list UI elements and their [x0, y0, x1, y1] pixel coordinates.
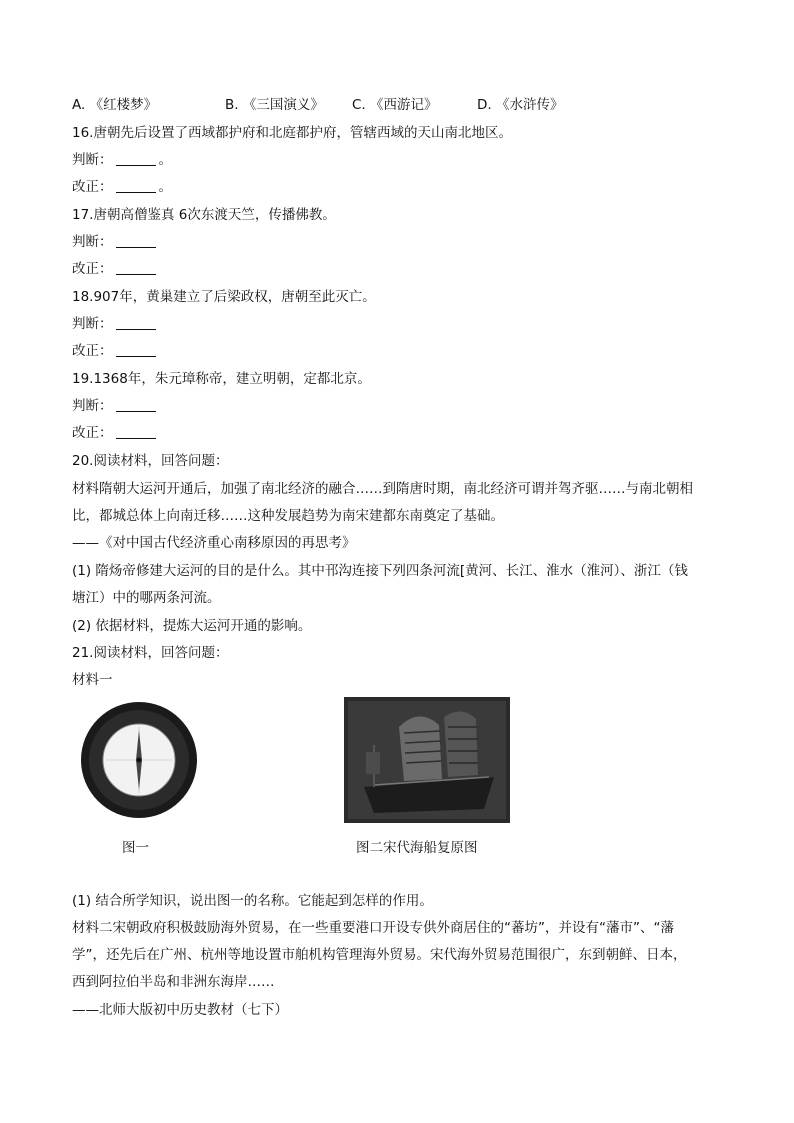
- q16-judge-line: [72, 151, 172, 169]
- q16-correct-line: [72, 178, 172, 196]
- q20-source: ——《对中国古代经济重心南移原因的再思考》: [72, 535, 356, 551]
- correct-label: 改正：: [72, 179, 113, 195]
- q17-judge-line: [72, 233, 159, 251]
- judge-blank[interactable]: [116, 399, 156, 412]
- judge-label: 判断：: [72, 234, 113, 250]
- q16-stem: 16.唐朝先后设置了西域都护府和北庭都护府，管辖西域的天山南北地区。: [72, 125, 512, 141]
- correct-blank[interactable]: [116, 426, 156, 439]
- q19-stem: 19.1368年，朱元璋称帝，建立明朝，定都北京。: [72, 371, 371, 387]
- correct-blank[interactable]: [116, 344, 156, 357]
- option-d: D. 《水浒传》: [477, 97, 564, 113]
- judge-label: 判断：: [72, 316, 113, 332]
- judge-label: 判断：: [72, 152, 113, 168]
- q21-material2-line2: 学”，还先后在广州、杭州等地设置市舶机构管理海外贸易。宋代海外贸易范围很广，东到朝鲜、日本，: [72, 947, 687, 963]
- fig1-caption: 图一: [122, 840, 149, 856]
- q19-correct-line: [72, 424, 159, 442]
- q21-source: ——北师大版初中历史教材（七下）: [72, 1002, 288, 1018]
- q20-sub1-line1: (1) 隋炀帝修建大运河的目的是什么。其中邗沟连接下列四条河流[黄河、长江、淮水（淮河）、浙江（钱: [72, 563, 688, 579]
- q17-correct-line: [72, 260, 159, 278]
- compass-figure: [74, 700, 204, 820]
- song-ship-figure: [344, 697, 510, 823]
- q20-material-line1: 材料隋朝大运河开通后，加强了南北经济的融合……到隋唐时期，南北经济可谓并驾齐驱……与南北朝相: [72, 481, 693, 497]
- q21-sub1: (1) 结合所学知识，说出图一的名称。它能起到怎样的作用。: [72, 893, 433, 909]
- option-c: C. 《西游记》: [352, 97, 438, 113]
- judge-blank[interactable]: [116, 153, 156, 166]
- q15-options: [72, 96, 672, 114]
- correct-label: 改正：: [72, 261, 113, 277]
- correct-blank[interactable]: [116, 180, 156, 193]
- q20-sub2: (2) 依据材料，提炼大运河开通的影响。: [72, 618, 312, 634]
- q21-material1-label: 材料一: [72, 672, 113, 688]
- fig2-caption: 图二宋代海船复原图: [356, 840, 478, 856]
- option-b: B. 《三国演义》: [225, 97, 324, 113]
- q17-stem: 17.唐朝高僧鉴真 6次东渡天竺，传播佛教。: [72, 207, 336, 223]
- q20-stem: 20.阅读材料，回答问题：: [72, 453, 229, 469]
- q20-sub1-line2: 塘江）中的哪两条河流。: [72, 590, 221, 606]
- q21-material2-line3: 西到阿拉伯半岛和非洲东海岸……: [72, 974, 275, 990]
- judge-blank[interactable]: [116, 235, 156, 248]
- judge-blank[interactable]: [116, 317, 156, 330]
- q20-material-line2: 比，都城总体上向南迁移……这种发展趋势为南宋建都东南奠定了基础。: [72, 508, 504, 524]
- q18-correct-line: [72, 342, 159, 360]
- q21-stem: 21.阅读材料，回答问题：: [72, 645, 229, 661]
- q21-material2-line1: 材料二宋朝政府积极鼓励海外贸易，在一些重要港口开设专供外商居住的“蕃坊”，并设有“藩市”、“藩: [72, 920, 674, 936]
- q18-stem: 18.907年，黄巢建立了后梁政权，唐朝至此灭亡。: [72, 289, 376, 305]
- q18-judge-line: [72, 315, 159, 333]
- period: 。: [158, 152, 172, 168]
- correct-label: 改正：: [72, 343, 113, 359]
- correct-label: 改正：: [72, 425, 113, 441]
- q19-judge-line: [72, 397, 159, 415]
- judge-label: 判断：: [72, 398, 113, 414]
- correct-blank[interactable]: [116, 262, 156, 275]
- option-a: A. 《红楼梦》: [72, 97, 158, 113]
- period: 。: [158, 179, 172, 195]
